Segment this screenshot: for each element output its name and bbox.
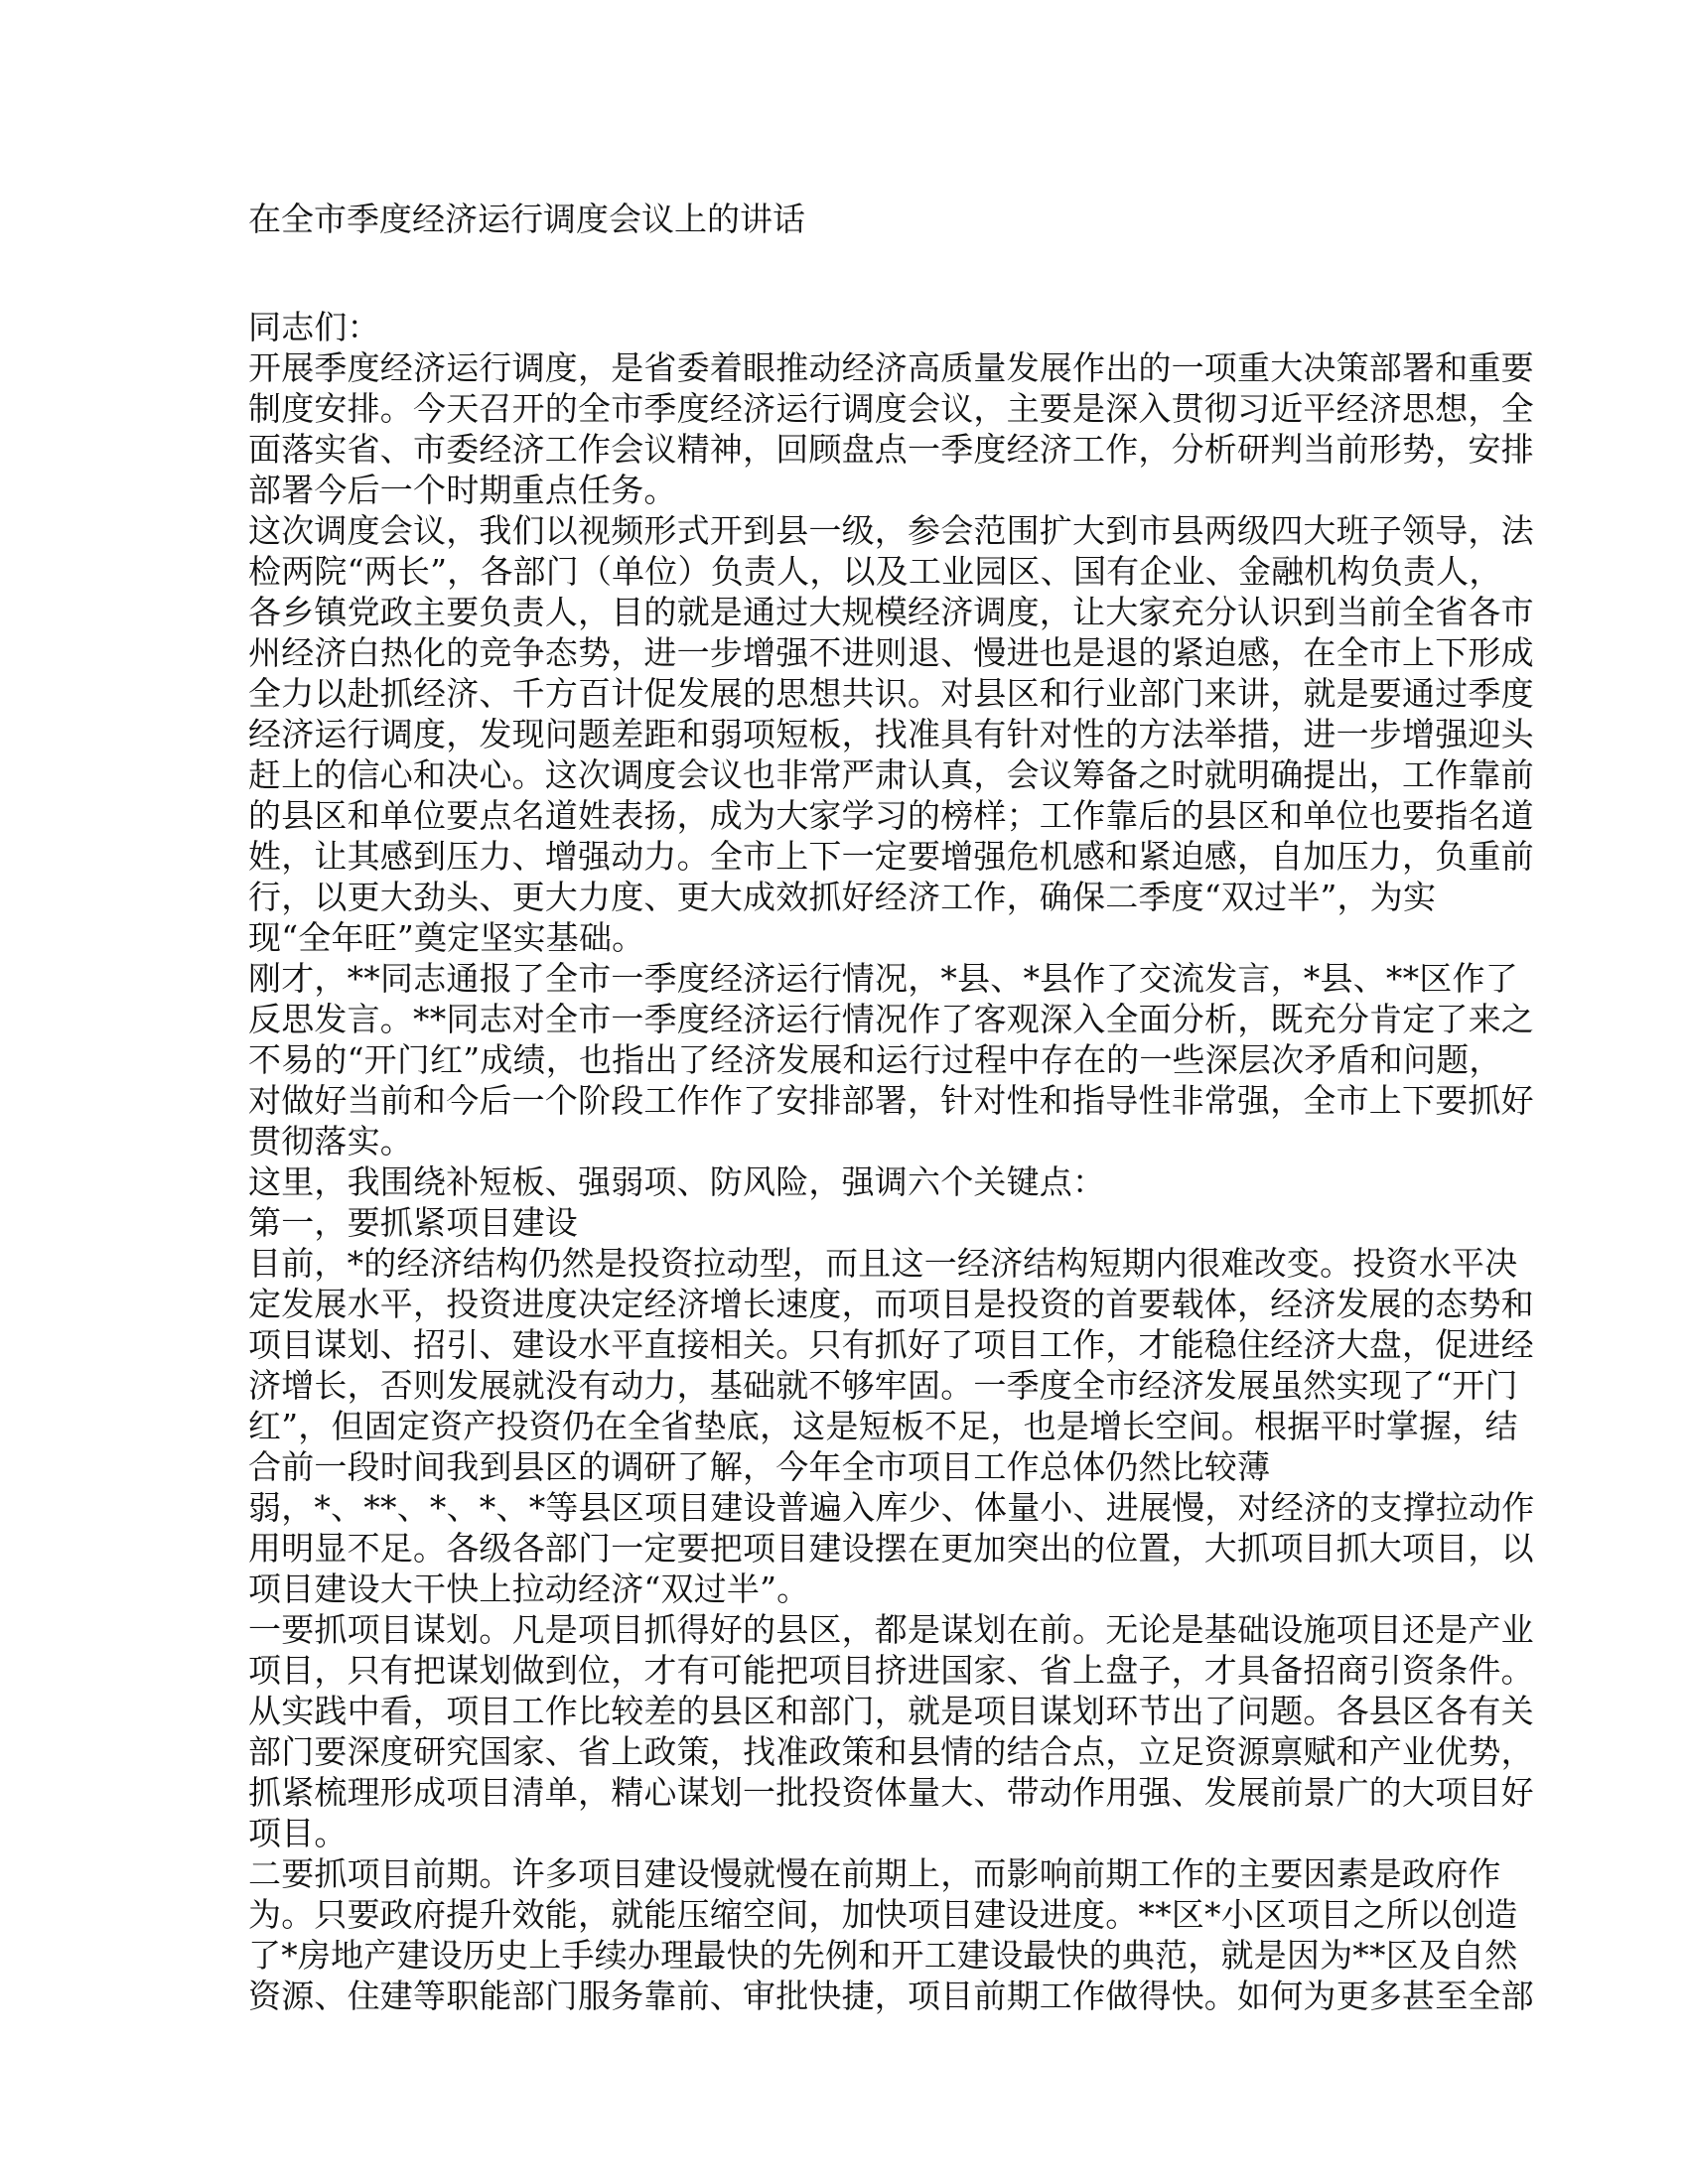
document-body <box>248 307 1535 2016</box>
text-line: 贯彻落实。 <box>248 1122 413 1160</box>
text-line: 反思发言。**同志对全市一季度经济运行情况作了客观深入全面分析，既充分肯定了来之 <box>248 1000 1534 1038</box>
text-line: 现“全年旺”奠定坚实基础。 <box>248 918 645 957</box>
text-line: 这里，我围绕补短板、强弱项、防风险，强调六个关键点： <box>248 1162 1106 1201</box>
text-line: 行，以更大劲头、更大力度、更大成效抓好经济工作，确保二季度“双过半”，为实 <box>248 878 1437 916</box>
text-line: 合前一段时间我到县区的调研了解，今年全市项目工作总体仍然比较薄 <box>248 1447 1271 1486</box>
text-line: 了*房地产建设历史上手续办理最快的先例和开工建设最快的典范，就是因为**区及自然 <box>248 1936 1518 1975</box>
text-line: 项目，只有把谋划做到位，才有可能把项目挤进国家、省上盘子，才具备招商引资条件。 <box>248 1651 1534 1690</box>
text-line: 项目。 <box>248 1814 348 1852</box>
text-line: 赶上的信心和决心。这次调度会议也非常严肃认真，会议筹备之时就明确提出，工作靠前 <box>248 755 1534 794</box>
text-line: 第一，要抓紧项目建设 <box>248 1203 578 1242</box>
text-line: 弱，*、**、*、*、*等县区项目建设普遍入库少、体量小、进展慢，对经济的支撑拉动作 <box>248 1488 1535 1527</box>
text-line: 项目谋划、招引、建设水平直接相关。只有抓好了项目工作，才能稳住经济大盘，促进经 <box>248 1325 1534 1364</box>
text-line: 制度安排。今天召开的全市季度经济运行调度会议，主要是深入贯彻习近平经济思想，全 <box>248 389 1534 428</box>
text-line: 项目建设大干快上拉动经济“双过半”。 <box>248 1570 810 1608</box>
text-line: 济增长，否则发展就没有动力，基础就不够牢固。一季度全市经济发展虽然实现了“开门 <box>248 1366 1518 1405</box>
text-line: 一要抓项目谋划。凡是项目抓得好的县区，都是谋划在前。无论是基础设施项目还是产业 <box>248 1610 1534 1649</box>
text-line: 部署今后一个时期重点任务。 <box>248 471 677 509</box>
text-line: 开展季度经济运行调度，是省委着眼推动经济高质量发展作出的一项重大决策部署和重要 <box>248 348 1534 387</box>
text-line: 资源、住建等职能部门服务靠前、审批快捷，项目前期工作做得快。如何为更多甚至全部 <box>248 1977 1534 2015</box>
text-line: 面落实省、市委经济工作会议精神，回顾盘点一季度经济工作，分析研判当前形势，安排 <box>248 430 1534 469</box>
text-line: 的县区和单位要点名道姓表扬，成为大家学习的榜样；工作靠后的县区和单位也要指名道 <box>248 796 1534 835</box>
text-line: 部门要深度研究国家、省上政策，找准政策和县情的结合点，立足资源禀赋和产业优势， <box>248 1732 1534 1771</box>
text-line: 经济运行调度，发现问题差距和弱项短板，找准具有针对性的方法举措，进一步增强迎头 <box>248 715 1534 753</box>
text-line: 州经济白热化的竞争态势，进一步增强不进则退、慢进也是退的紧迫感，在全市上下形成 <box>248 633 1534 672</box>
text-line: 不易的“开门红”成绩，也指出了经济发展和运行过程中存在的一些深层次矛盾和问题， <box>248 1040 1502 1079</box>
text-line: 用明显不足。各级各部门一定要把项目建设摆在更加突出的位置，大抓项目抓大项目，以 <box>248 1529 1534 1568</box>
text-line: 全力以赴抓经济、千方百计促发展的思想共识。对县区和行业部门来讲，就是要通过季度 <box>248 674 1534 713</box>
text-line: 各乡镇党政主要负责人，目的就是通过大规模经济调度，让大家充分认识到当前全省各市 <box>248 593 1534 631</box>
text-line: 检两院“两长”，各部门（单位）负责人，以及工业园区、国有企业、金融机构负责人， <box>248 552 1502 591</box>
text-line: 定发展水平，投资进度决定经济增长速度，而项目是投资的首要载体，经济发展的态势和 <box>248 1285 1534 1323</box>
text-line: 红”，但固定资产投资仍在全省垫底，这是短板不足，也是增长空间。根据平时掌握，结 <box>248 1407 1518 1445</box>
text-line: 姓，让其感到压力、增强动力。全市上下一定要增强危机感和紧迫感，自加压力，负重前 <box>248 837 1534 876</box>
text-line: 刚才，**同志通报了全市一季度经济运行情况，*县、*县作了交流发言，*县、**区作了 <box>248 959 1518 998</box>
text-line: 为。只要政府提升效能，就能压缩空间，加快项目建设进度。**区*小区项目之所以创造 <box>248 1895 1518 1934</box>
text-line: 二要抓项目前期。许多项目建设慢就慢在前期上，而影响前期工作的主要因素是政府作 <box>248 1854 1501 1893</box>
text-line: 目前，*的经济结构仍然是投资拉动型，而且这一经济结构短期内很难改变。投资水平决 <box>248 1244 1518 1283</box>
text-line: 这次调度会议，我们以视频形式开到县一级，参会范围扩大到市县两级四大班子领导，法 <box>248 511 1534 550</box>
document-title: 在全市季度经济运行调度会议上的讲话 <box>248 200 805 238</box>
text-line: 抓紧梳理形成项目清单，精心谋划一批投资体量大、带动作用强、发展前景广的大项目好 <box>248 1773 1534 1812</box>
text-line: 同志们： <box>248 308 380 346</box>
text-line: 从实践中看，项目工作比较差的县区和部门，就是项目谋划环节出了问题。各县区各有关 <box>248 1692 1534 1730</box>
text-line: 对做好当前和今后一个阶段工作作了安排部署，针对性和指导性非常强，全市上下要抓好 <box>248 1081 1534 1120</box>
